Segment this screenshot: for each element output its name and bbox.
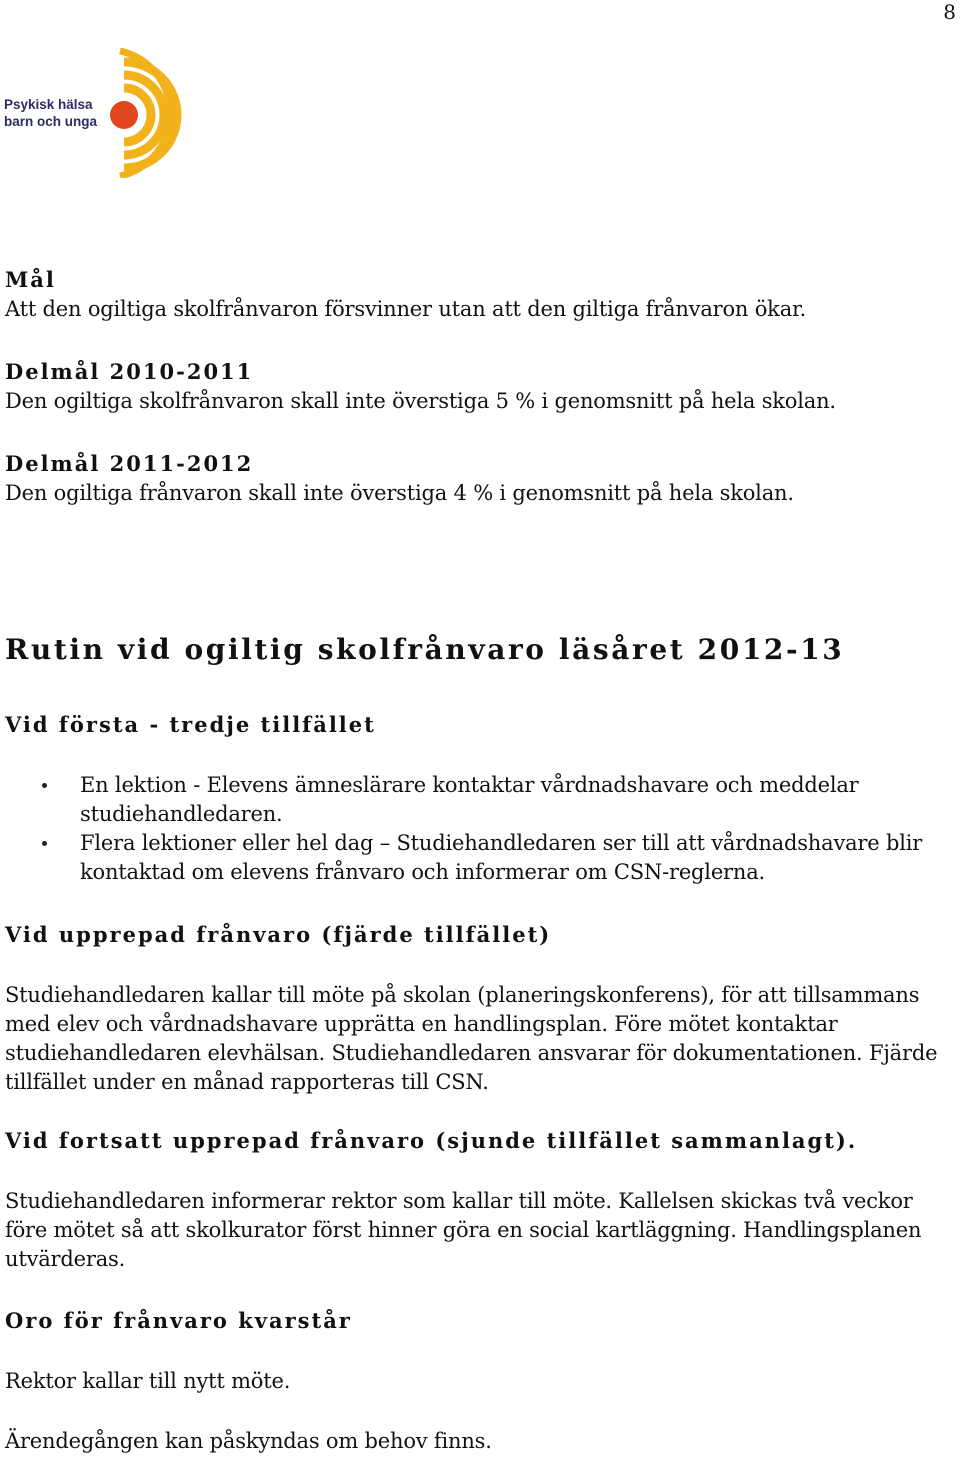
- bullet-dot: [42, 783, 47, 788]
- logo-text-line1: Psykisk hälsa: [4, 97, 93, 112]
- subgoal1-text: Den ogiltiga skolfrånvaron skall inte överstiga 5 % i genomsnitt på hela skolan.: [5, 389, 836, 413]
- section2-text: Studiehandledaren kallar till möte på skolan (planeringskonferens), för att tillsammans med elev och vårdnadshavare upprätta en handlingsplan. Före mötet kontaktar studiehandledaren elevhälsan. Studiehandledaren ansvarar för dokumentationen. Fjärde tillfället under en månad rapporteras till CSN.: [5, 983, 938, 1094]
- bullet-dot: [42, 841, 47, 846]
- section3-text: Studiehandledaren informerar rektor som kallar till möte. Kallelsen skickas två veckor före mötet så att skolkurator först hinner göra en social kartläggning. Handlingsplanen utvärderas.: [5, 1189, 922, 1271]
- section4-text1: Rektor kallar till nytt möte.: [5, 1369, 291, 1393]
- goal-text: Att den ogiltiga skolfrånvaron försvinner utan att den giltiga frånvaron ökar.: [5, 297, 807, 321]
- logo-graphic: [2, 48, 182, 178]
- page-number: 8: [943, 0, 956, 24]
- goal-heading: Mål: [5, 267, 56, 292]
- logo-dot: [110, 101, 138, 129]
- bullet-text: En lektion - Elevens ämneslärare kontaktar vårdnadshavare och meddelar studiehandledaren.: [80, 773, 859, 826]
- bullet-item: [5, 829, 945, 887]
- logo-text-line2: barn och unga: [4, 114, 98, 129]
- section2-heading: Vid upprepad frånvaro (fjärde tillfället): [5, 922, 552, 947]
- bullet-text: Flera lektioner eller hel dag – Studiehandledaren ser till att vårdnadshavare blir kontaktad om elevens frånvaro och informerar om CSN-reglerna.: [80, 831, 923, 884]
- section1-heading: Vid första - tredje tillfället: [5, 712, 376, 737]
- bullet-item: [5, 771, 945, 829]
- section4-text2: Ärendegången kan påskyndas om behov finns.: [5, 1429, 492, 1453]
- subgoal2-text: Den ogiltiga frånvaron skall inte överstiga 4 % i genomsnitt på hela skolan.: [5, 481, 794, 505]
- subgoal2-heading: Delmål 2011-2012: [5, 451, 254, 476]
- logo: [2, 48, 182, 178]
- section1-bullet-list: [5, 771, 945, 887]
- section4-heading: Oro för frånvaro kvarstår: [5, 1308, 352, 1333]
- subgoal1-heading: Delmål 2010-2011: [5, 359, 254, 384]
- section3-heading: Vid fortsatt upprepad frånvaro (sjunde tillfället sammanlagt).: [5, 1128, 858, 1153]
- routine-title: Rutin vid ogiltig skolfrånvaro läsåret 2012-13: [5, 633, 845, 666]
